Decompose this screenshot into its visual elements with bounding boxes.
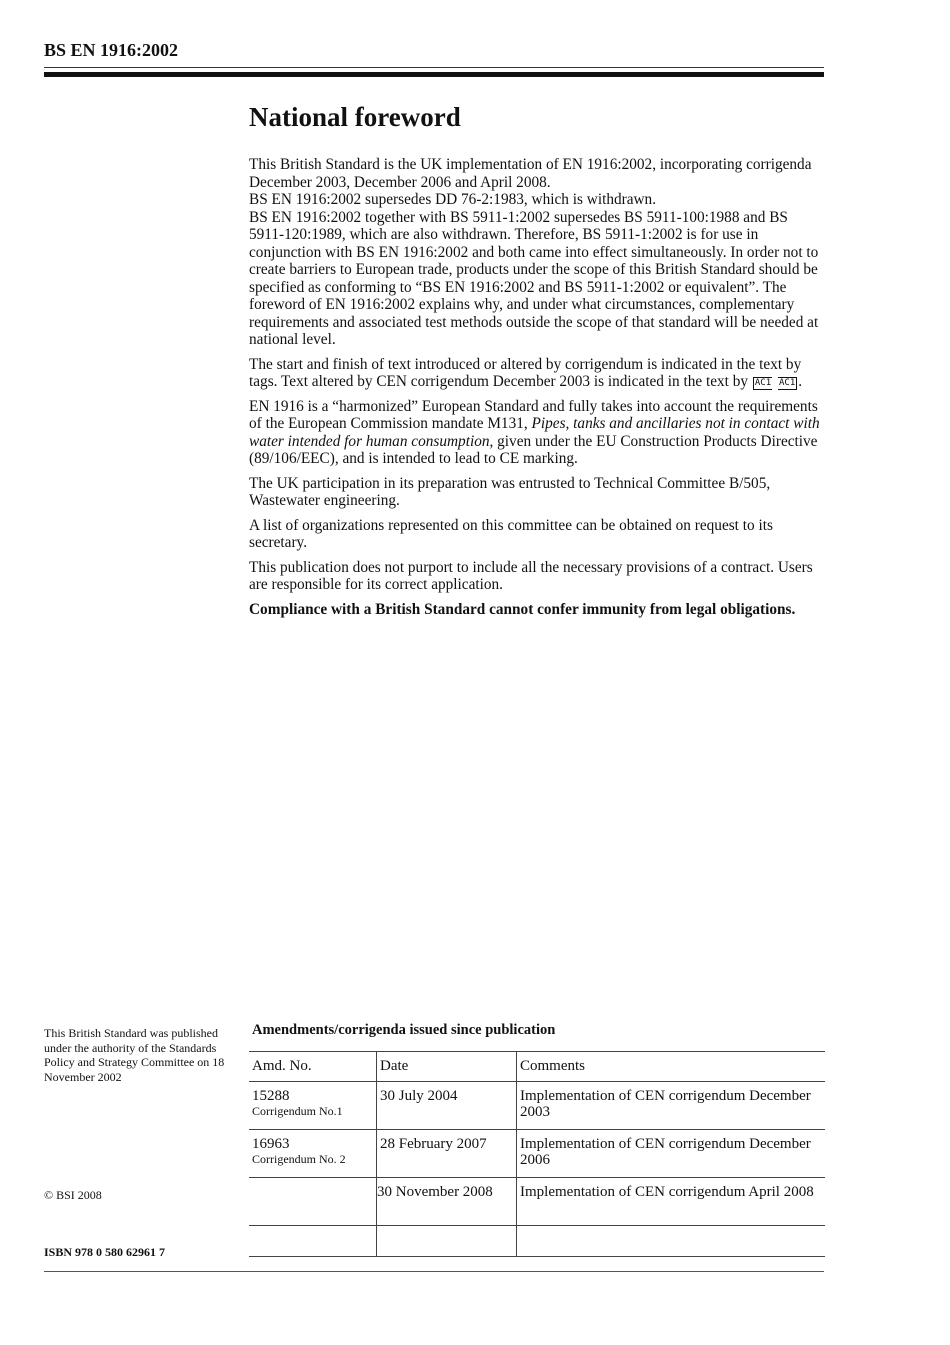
amd-date: 30 July 2004 <box>377 1082 517 1130</box>
amd-comment: Implementation of CEN corrigendum December 2006 <box>517 1130 826 1178</box>
corrigendum-label: Corrigendum No.1 <box>252 1104 343 1118</box>
column-header-comments: Comments <box>517 1052 826 1082</box>
column-header-date: Date <box>377 1052 517 1082</box>
publication-note: This British Standard was published under the authority of the Standards Policy and Strategy Committee on 18 November 2002 <box>44 1026 225 1084</box>
header-rule-thin <box>44 67 824 68</box>
corrigendum-tags-end: . <box>798 373 803 390</box>
paragraph-implementation: This British Standard is the UK implementation of EN 1916:2002, incorporating corrigenda December 2003, December 2006 and April 2008. <box>249 156 812 191</box>
amd-comment: Implementation of CEN corrigendum April 2008 <box>517 1178 826 1226</box>
national-foreword <box>249 100 824 625</box>
amd-date: 28 February 2007 <box>377 1130 517 1178</box>
paragraph-compliance: Compliance with a British Standard cannot confer immunity from legal obligations. <box>249 600 796 618</box>
header-rule-thick <box>44 72 824 77</box>
amd-number: 16963 <box>252 1136 290 1152</box>
paragraph-provisions: This publication does not purport to include all the necessary provisions of a contract. Users are responsible for its correct application. <box>249 558 813 593</box>
isbn: ISBN 978 0 580 62961 7 <box>44 1245 166 1259</box>
paragraph-conjunction: BS EN 1916:2002 together with BS 5911-1:2002 supersedes BS 5911-100:1988 and BS 5911-120:1989, which are also withdrawn. Therefore, BS 5911-1:2002 is for use in conjunction with BS EN 1916:2002 and both came into effect simultaneously. In order not to create barriers to European trade, products under the scope of this British Standard should be specified as conforming to “BS EN 1916:2002 and BS 5911-1:2002 or equivalent”. The foreword of EN 1916:2002 explains why, and under what circumstances, complementary requirements and associated test methods outside the scope of that standard will be needed at national level. <box>249 208 819 348</box>
column-header-amd-no: Amd. No. <box>249 1052 377 1082</box>
amd-date: 30 November 2008 <box>377 1178 517 1226</box>
mandate-title: Pipes, tanks and ancillaries not in contact with water intended for human consumption <box>249 415 820 450</box>
page-title: National foreword <box>249 102 461 132</box>
amd-number: 15288 <box>252 1088 290 1104</box>
table-row-empty <box>249 1226 825 1257</box>
table-row <box>249 1178 825 1226</box>
table-header-row <box>249 1052 825 1082</box>
amendments-table <box>249 1051 825 1257</box>
paragraph-committee: The UK participation in its preparation was entrusted to Technical Committee B/505, Wastewater engineering. <box>249 474 771 509</box>
paragraph-organizations: A list of organizations represented on this committee can be obtained on request to its secretary. <box>249 516 773 551</box>
corrigendum-label: Corrigendum No. 2 <box>252 1152 346 1166</box>
table-row <box>249 1130 825 1178</box>
paragraph-corrigendum-tags <box>249 356 824 391</box>
corrigendum-tags-text: The start and finish of text introduced or altered by corrigendum is indicated in the text by tags. Text altered by CEN corrigendum December 2003 is indicated in the text by <box>249 355 802 390</box>
copyright: © BSI 2008 <box>44 1188 102 1202</box>
harmonized-text-pre: EN 1916 is a “harmonized” European Standard and fully takes into account the requirements of the European Commission mandate M131, <box>249 397 818 432</box>
paragraph-harmonized <box>249 398 824 468</box>
amendments-title: Amendments/corrigenda issued since publication <box>252 1022 556 1038</box>
ac1-open-tag: AC1 <box>754 378 772 388</box>
ac1-close-tag: AC1 <box>778 378 796 388</box>
table-row <box>249 1082 825 1130</box>
footer-rule <box>44 1271 824 1272</box>
paragraph-supersedes: BS EN 1916:2002 supersedes DD 76-2:1983, which is withdrawn. <box>249 191 657 208</box>
harmonized-text-post: , given under the EU Construction Products Directive (89/106/EEC), and is intended to lead to CE marking. <box>249 432 818 467</box>
amd-comment: Implementation of CEN corrigendum December 2003 <box>517 1082 826 1130</box>
document-code: BS EN 1916:2002 <box>44 40 179 60</box>
